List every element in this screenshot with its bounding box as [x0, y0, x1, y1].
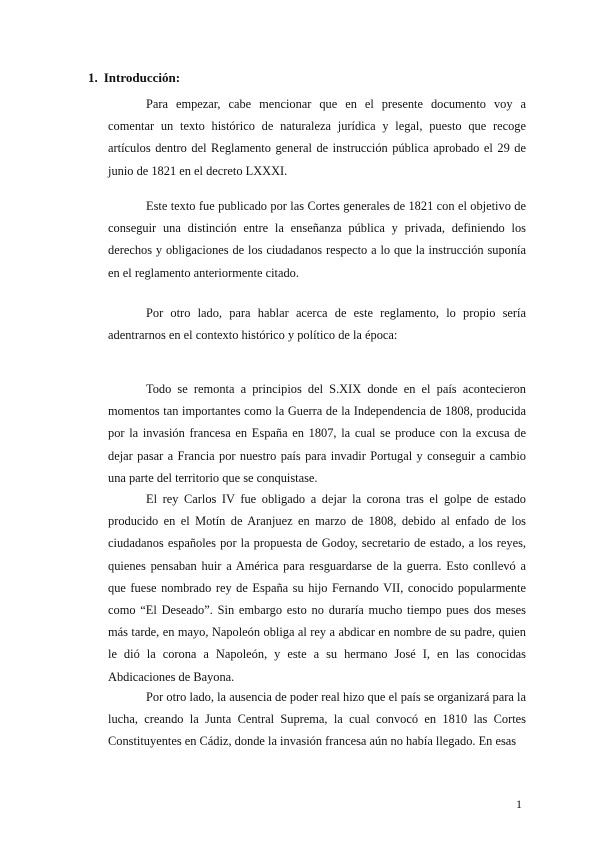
section-heading	[88, 70, 180, 86]
paragraph-junta-central: Por otro lado, la ausencia de poder real hizo que el país se organizará para la lucha, creando la Junta Central Suprema, la cual convocó en 1810 las Cortes Constituyentes en Cádiz, donde la invasión francesa aún no había llegado. En esas	[108, 690, 526, 749]
paragraph-carlos-iv: El rey Carlos IV fue obligado a dejar la corona tras el golpe de estado producido en el Motín de Aranjuez en marzo de 1808, debido al enfado de los ciudadanos españoles por la propuesta de Godoy, secretario de estado, a los reyes, quienes pensaban huir a América para resguardarse de la guerra. Esto conllevó a que fuese nombrado rey de España su hijo Fernando VII, conocido popularmente como “El Deseado”. Sin embargo esto no duraría mucho tiempo pues dos meses más tarde, en mayo, Napoleón obliga al rey a abdicar en nombre de su padre, quien le dió la corona a Napoleón, y este a su hermano José I, en las conocidas Abdicaciones de Bayona.	[108, 492, 526, 684]
section-number: 1.	[88, 70, 98, 85]
section-title: Introducción:	[103, 70, 181, 85]
paragraph-intro: Para empezar, cabe mencionar que en el presente documento voy a comentar un texto histórico de naturaleza jurídica y legal, puesto que recoge artículos dentro del Reglamento general de instrucción pública aprobado el 29 de junio de 1821 en el decreto LXXXI.	[108, 97, 526, 178]
paragraph-war-of-independence: Todo se remonta a principios del S.XIX donde en el país acontecieron momentos tan importantes como la Guerra de la Independencia de 1808, producida por la invasión francesa en España en 1807, la cual se produce con la excusa de dejar pasar a Francia por nuestro país para invadir Portugal y conseguir a cambio una parte del territorio que se conquistase.	[108, 382, 526, 485]
paragraph-context-intro: Por otro lado, para hablar acerca de este reglamento, lo propio sería adentrarnos en el contexto histórico y político de la época:	[108, 306, 526, 343]
paragraph-publication: Este texto fue publicado por las Cortes generales de 1821 con el objetivo de conseguir una distinción entre la enseñanza pública y privada, definiendo los derechos y obligaciones de los ciudadanos respecto a lo que la instrucción suponía en el reglamento anteriormente citado.	[108, 199, 526, 280]
page-number: 1	[516, 797, 522, 811]
